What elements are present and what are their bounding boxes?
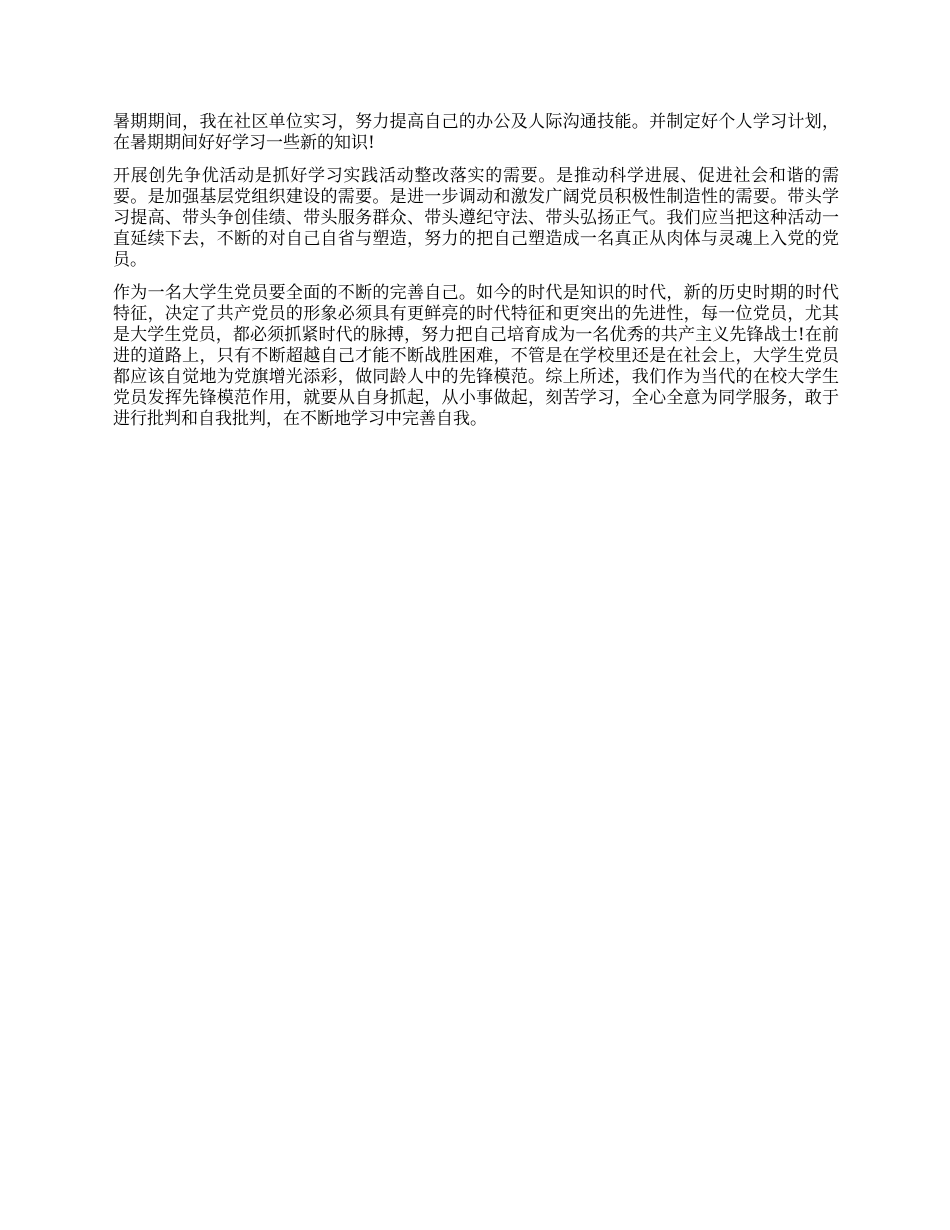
paragraph-2: 开展创先争优活动是抓好学习实践活动整改落实的需要。是推动科学进展、促进社会和谐的需要。是加强基层党组织建设的需要。是进一步调动和激发广阔党员积极性制造性的需要。带头学习提高、带头争创佳绩、带头服务群众、带头遵纪守法、带头弘扬正气。我们应当把这种活动一直延续下去，不断的对自己自省与塑造，努力的把自己塑造成一名真正从肉体与灵魂上入党的党员。	[113, 166, 839, 270]
paragraph-3: 作为一名大学生党员要全面的不断的完善自己。如今的时代是知识的时代，新的历史时期的时代特征，决定了共产党员的形象必须具有更鲜亮的时代特征和更突出的先进性，每一位党员，尤其是大学生党员，都必须抓紧时代的脉搏，努力把自己培育成为一名优秀的共产主义先锋战士!在前进的道路上，只有不断超越自己才能不断战胜困难，不管是在学校里还是在社会上，大学生党员都应该自觉地为党旗增光添彩，做同龄人中的先锋模范。综上所述，我们作为当代的在校大学生党员发挥先锋模范作用，就要从自身抓起，从小事做起，刻苦学习，全心全意为同学服务，敢于进行批判和自我批判，在不断地学习中完善自我。	[113, 283, 839, 429]
paragraph-1: 暑期期间，我在社区单位实习，努力提高自己的办公及人际沟通技能。并制定好个人学习计划，在暑期期间好好学习一些新的知识!	[113, 112, 839, 153]
document-body	[113, 112, 839, 442]
